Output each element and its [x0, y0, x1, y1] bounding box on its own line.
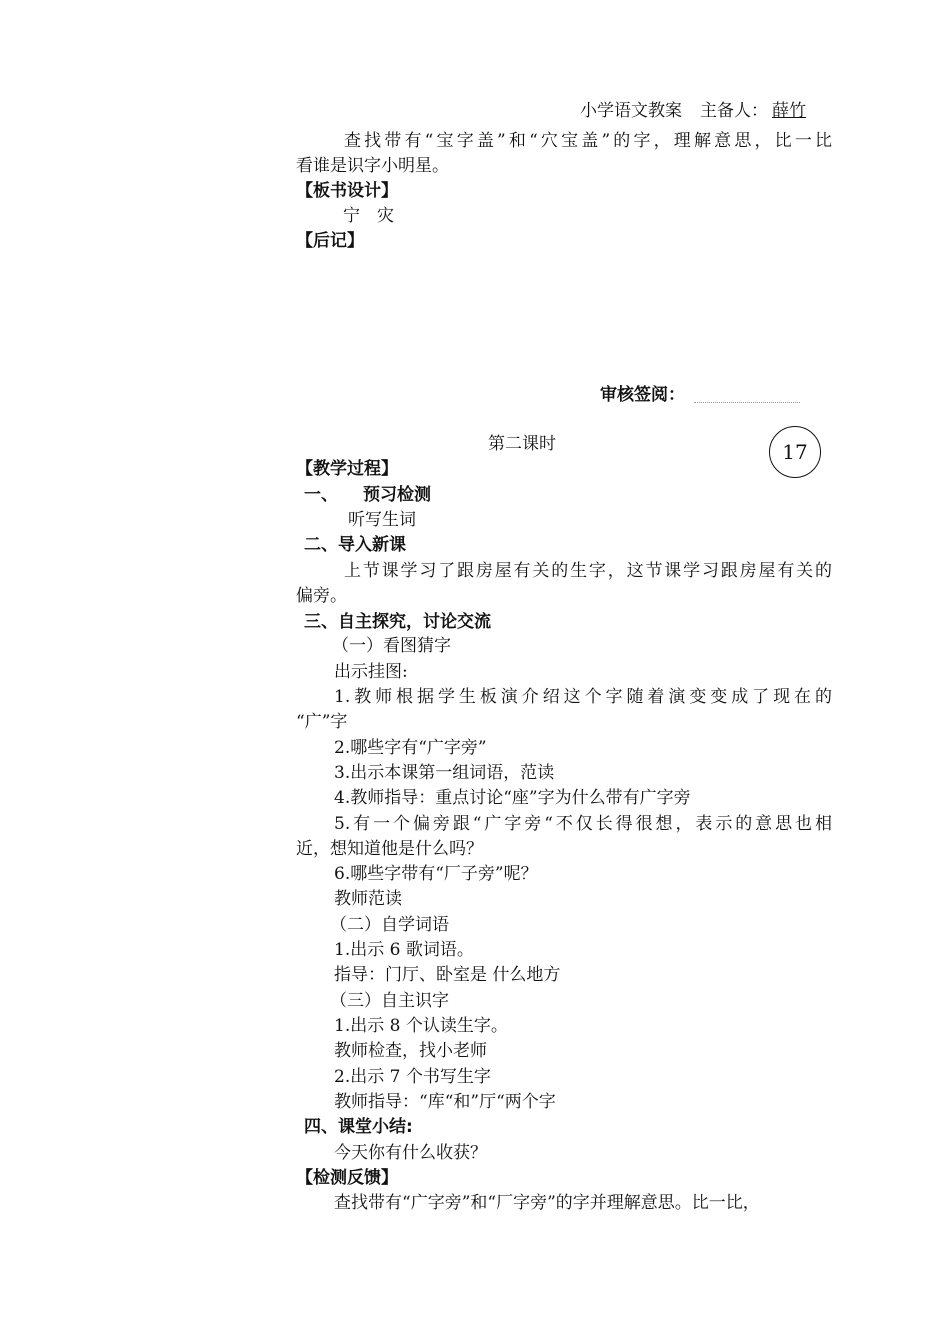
postscript-heading: 【后记】: [296, 231, 364, 251]
section-1-line: 听写生词: [348, 510, 416, 530]
subsection-2-item-1: 1.出示 6 歌词语。: [334, 940, 474, 960]
section-1-number: 一、: [304, 485, 338, 505]
feedback-heading: 【检测反馈】: [296, 1168, 398, 1188]
section-2-line-2: 偏旁。: [296, 586, 347, 606]
preparer-name: 薛竹: [772, 101, 806, 121]
item-5-line-1: 5.有一个偏旁跟“广字旁“不仅长得很想，表示的意思也相: [334, 814, 832, 834]
item-6: 6.哪些字带有“厂子旁”呢？: [334, 864, 538, 884]
signature-line: [694, 402, 800, 403]
item-5-line-2: 近，想知道他是什么吗？: [296, 839, 483, 859]
feedback-line: 查找带有“广字旁”和“厂字旁”的字并理解意思。比一比，: [334, 1193, 760, 1213]
page-number-badge: [769, 426, 821, 478]
subsection-2: （二）自学词语: [330, 915, 449, 935]
section-3-heading: 三、自主探究，讨论交流: [304, 612, 491, 632]
item-1-line-1: 1.教师根据学生板演介绍这个字随着演变变成了现在的: [334, 687, 832, 707]
show-picture-line: 出示挂图:: [334, 662, 408, 682]
teaching-process-heading: 【教学过程】: [296, 459, 398, 479]
section-4-line: 今天你有什么收获？: [334, 1143, 487, 1163]
board-design-heading: 【板书设计】: [296, 181, 398, 201]
subsection-3-check: 教师检查，找小老师: [334, 1041, 487, 1061]
section-4-heading: 四、课堂小结:: [304, 1117, 413, 1137]
section-1-heading: [304, 484, 431, 506]
item-1-line-2: “广”字: [296, 712, 348, 732]
teacher-reading: 教师范读: [334, 889, 402, 909]
subsection-3: （三）自主识字: [330, 991, 449, 1011]
item-3: 3.出示本课第一组词语，范读: [334, 763, 555, 783]
review-signature-label: 审核签阅：: [600, 385, 685, 405]
lesson-title: 第二课时: [488, 434, 556, 454]
board-content: 宁 灾: [343, 206, 394, 226]
task-line-1: 查找带有“宝字盖”和“穴宝盖”的字，理解意思，比一比: [344, 131, 832, 151]
subsection-1: （一）看图猜字: [332, 636, 451, 656]
subsection-3-item-1: 1.出示 8 个认读生字。: [334, 1016, 508, 1036]
task-line-2: 看谁是识字小明星。: [296, 156, 449, 176]
subsection-3-item-2: 2.出示 7 个书写生字: [334, 1067, 491, 1087]
section-2-line-1: 上节课学习了跟房屋有关的生字，这节课学习跟房屋有关的: [344, 561, 832, 581]
subsection-2-guide: 指导：门厅、卧室是 什么地方: [334, 965, 561, 985]
item-4: 4.教师指导：重点讨论“座”字为什么带有广字旁: [334, 788, 691, 808]
doc-header: [580, 100, 806, 122]
doc-title: 小学语文教案: [580, 101, 682, 121]
preparer-label: 主备人：: [700, 101, 768, 121]
subsection-3-guide: 教师指导：“库“和”厅“两个字: [334, 1092, 556, 1112]
section-1-title: 预习检测: [363, 485, 431, 505]
section-2-heading: 二、导入新课: [304, 535, 406, 555]
item-2: 2.哪些字有“广字旁”: [334, 738, 487, 758]
page-number: 17: [782, 440, 808, 464]
